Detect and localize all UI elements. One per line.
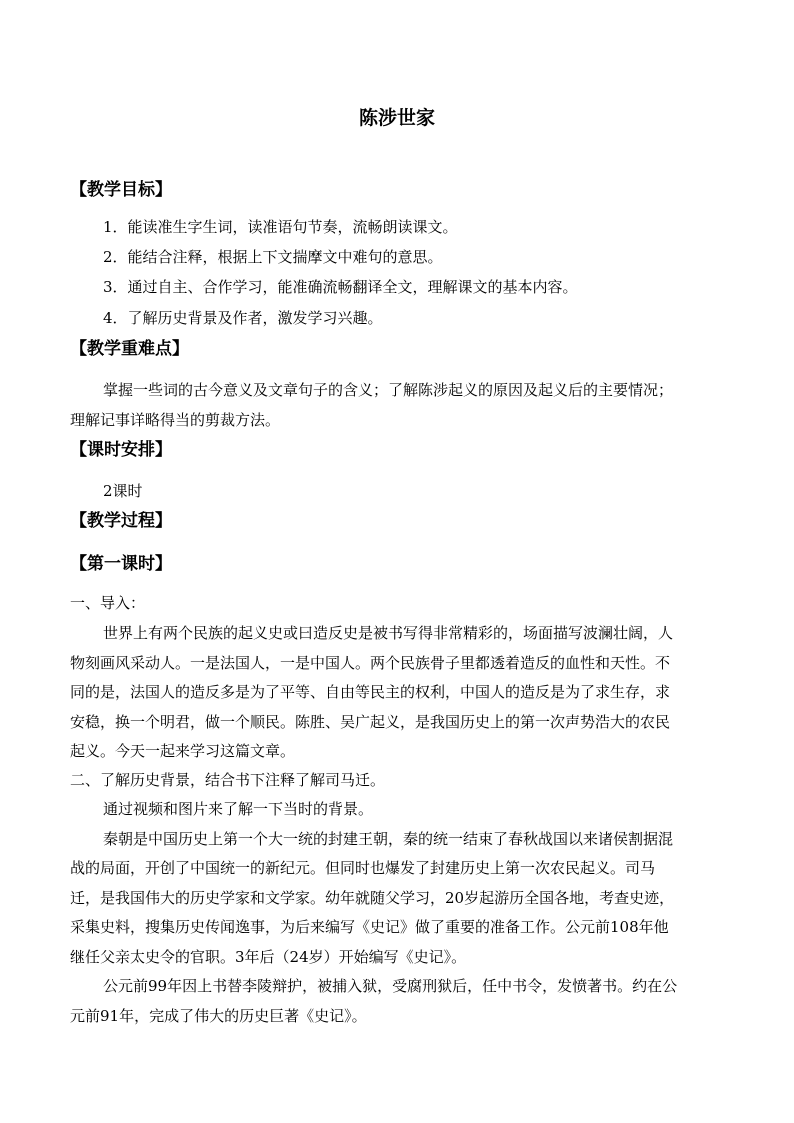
section-2-para-2-line: 元前91年，完成了伟大的历史巨著《史记》。 <box>70 1007 367 1025</box>
section-2-para-1-line: 迁，是我国伟大的历史学家和文学家。幼年就随父学习，20岁起游历全国各地，考查史迹， <box>70 889 675 907</box>
section-2-intro: 通过视频和图片来了解一下当时的背景。 <box>103 800 374 818</box>
section-2-para-1-line: 继任父亲太史令的官职。3年后（24岁）开始编写《史记》。 <box>70 948 467 966</box>
heading-teaching-goals: 【教学目标】 <box>70 180 172 200</box>
schedule-text: 2课时 <box>103 482 143 500</box>
heading-first-lesson: 【第一课时】 <box>70 554 172 574</box>
key-points-line-2: 理解记事详略得当的剪裁方法。 <box>70 411 281 429</box>
section-1-title: 一、导入： <box>70 594 146 612</box>
section-1-line: 起义。今天一起来学习这篇文章。 <box>70 742 296 760</box>
section-2-para-2-line: 公元前99年因上书替李陵辩护，被捕入狱，受腐刑狱后，任中书令，发愤著书。约在公 <box>103 977 678 995</box>
section-2-title: 二、了解历史背景，结合书下注释了解司马迁。 <box>70 771 386 789</box>
goal-item-3: 3．通过自主、合作学习，能准确流畅翻译全文，理解课文的基本内容。 <box>103 278 578 296</box>
section-1-line: 世界上有两个民族的起义史或曰造反史是被书写得非常精彩的，场面描写波澜壮阔，人 <box>103 624 674 642</box>
goal-item-2: 2．能结合注释，根据上下文揣摩文中难句的意思。 <box>103 248 443 266</box>
heading-process: 【教学过程】 <box>70 511 172 531</box>
section-2-para-1-line: 采集史料，搜集历史传闻逸事，为后来编写《史记》做了重要的准备工作。公元前108年他 <box>70 918 669 936</box>
goal-item-1: 1．能读准生字生词，读准语句节奏，流畅朗读课文。 <box>103 218 458 236</box>
section-1-line: 物刻画风采动人。一是法国人，一是中国人。两个民族骨子里都透着造反的血性和天性。不 <box>70 654 671 672</box>
heading-schedule: 【课时安排】 <box>70 440 172 460</box>
page-title: 陈涉世家 <box>358 107 435 129</box>
goal-item-4: 4．了解历史背景及作者，激发学习兴趣。 <box>103 309 383 327</box>
section-1-line: 安稳，换一个明君，做一个顺民。陈胜、吴广起义，是我国历史上的第一次声势浩大的农民 <box>70 713 671 731</box>
key-points-line-1: 掌握一些词的古今意义及文章句子的含义；了解陈涉起义的原因及起义后的主要情况； <box>103 381 674 399</box>
section-2-para-1-line: 秦朝是中国历史上第一个大一统的封建王朝，秦的统一结束了春秋战国以来诸侯割据混 <box>103 830 674 848</box>
section-2-para-1-line: 战的局面，开创了中国统一的新纪元。但同时也爆发了封建历史上第一次农民起义。司马 <box>70 859 656 877</box>
section-1-line: 同的是，法国人的造反多是为了平等、自由等民主的权利，中国人的造反是为了求生存，求 <box>70 683 671 701</box>
heading-key-points: 【教学重难点】 <box>70 339 189 359</box>
